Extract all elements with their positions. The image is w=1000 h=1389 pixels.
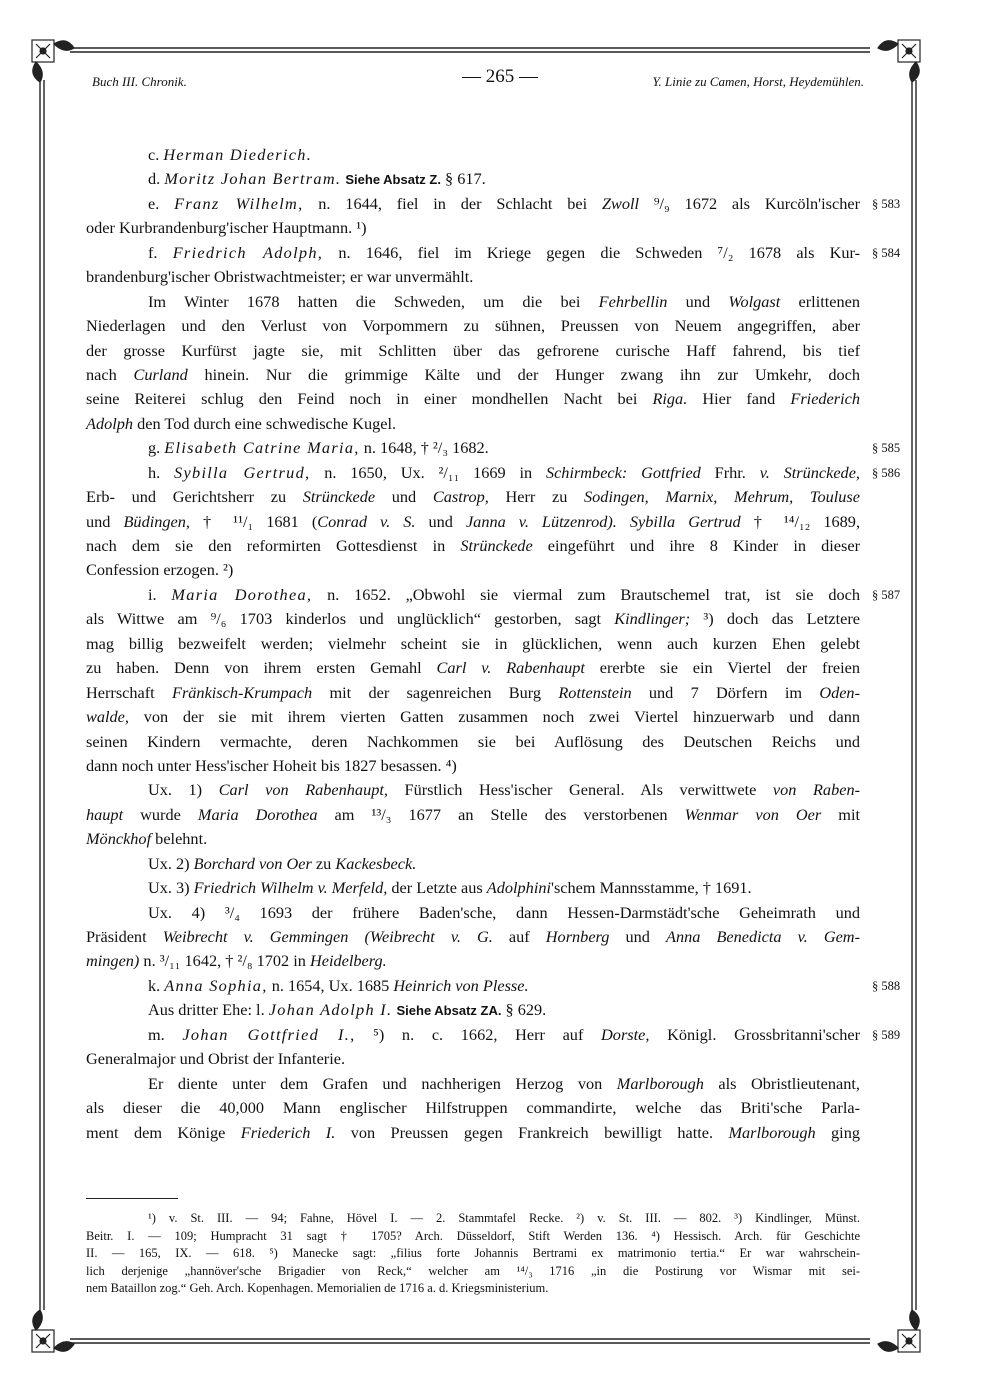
italic-text: Heidelberg. — [309, 951, 387, 971]
italic-text: Schirmbeck: Gottfried — [545, 462, 701, 482]
text-run: Er diente unter dem Grafen und nachherigen Herzog von — [148, 1073, 617, 1093]
text-line — [86, 681, 860, 705]
footnote-line — [86, 1210, 860, 1228]
text-run: eingeführt und ihre 8 Kinder in dieser — [532, 536, 860, 555]
text-run: Ux. 4) ³/₄ 1693 der frühere Baden'sche, dann Hessen-Darmstädt'sche Geheimrath und — [148, 902, 860, 922]
text-run: zu haben. Denn von ihrem ersten Gemahl — [86, 658, 437, 678]
text-run: Königl. Grossbritanni'scher — [649, 1024, 860, 1044]
italic-text: Heinrich von Plesse. — [393, 975, 529, 995]
italic-text: Adolph — [86, 413, 134, 433]
text-line — [86, 583, 901, 607]
italic-text: Carl v. Rabenhaupt — [436, 658, 585, 678]
main-text — [86, 143, 901, 1145]
text-run: e. — [148, 193, 175, 213]
text-line — [86, 1121, 860, 1145]
person-name: Moritz Johan Bertram. — [164, 169, 342, 189]
italic-text: Weibrecht v. Gemmingen (Weibrecht v. G. — [162, 927, 493, 946]
text-run: Präsident — [86, 927, 163, 946]
text-run: Fürstlich Hess'ischer General. Als verwittwete — [387, 780, 773, 800]
text-run: lich derjenige „hannöver'sche Brigadier von Reck,“ welcher am ¹⁴/₃ 1716 „in die Postirung vor Wismar mit sei- — [86, 1263, 860, 1278]
text-run: Ux. 3) — [148, 878, 194, 898]
italic-text: Friederich I. — [240, 1122, 336, 1142]
text-run: m. — [148, 1024, 183, 1044]
text-line — [86, 901, 860, 925]
italic-text: Marlborough — [616, 1073, 704, 1093]
text-run: § 617. — [440, 169, 486, 189]
italic-text: Mönckhof — [86, 829, 152, 849]
text-line — [86, 265, 860, 289]
section-number: § 588 — [872, 978, 901, 993]
text-run: ⁹/₉ 1672 als Kurcöln'ischer — [639, 193, 860, 213]
italic-text: Dorste, — [601, 1024, 650, 1044]
section-number: § 586 — [872, 465, 901, 480]
text-line — [86, 1047, 860, 1071]
text-run: mit der sagenreichen Burg — [312, 682, 559, 702]
text-line — [86, 730, 860, 754]
text-line — [86, 998, 860, 1022]
italic-text: Riga. — [652, 389, 688, 409]
text-run: brandenburg'ischer Obristwachtmeister; er war unvermählt. — [86, 267, 474, 287]
text-run: mit — [821, 804, 861, 824]
text-run: zu — [311, 853, 336, 873]
text-run: n. 1646, fiel im Kriege gegen die Schweden ⁷/₂ 1678 als Kur- — [323, 242, 860, 262]
footnote-line — [86, 1228, 860, 1246]
text-run: der Letzte aus — [387, 878, 487, 898]
text-run: n. 1648, † ²/₃ 1682. — [359, 438, 489, 458]
text-run: c. — [148, 145, 164, 164]
person-name: Johan Gottfried I., — [182, 1024, 356, 1044]
text-run: Beitr. I. — 109; Humpracht 31 sagt † 1705? Arch. Düsseldorf, Stift Werden 136. ⁴) Hessisch. Arch. für Geschichte — [86, 1228, 860, 1243]
person-name: Friedrich Adolph, — [172, 242, 324, 262]
text-run: als Wittwe am ⁹/₆ 1703 kinderlos und unglücklich“ gestorben, sagt — [86, 609, 615, 629]
footnote-line — [86, 1280, 860, 1298]
section-number: § 585 — [872, 441, 901, 456]
text-run: n. ³/₁₁ 1642, † ²/₈ 1702 in — [139, 951, 310, 971]
text-run: Erb- und Gerichtsherr zu — [86, 487, 303, 507]
italic-text: Wolgast — [728, 291, 781, 311]
text-line — [86, 1072, 860, 1096]
text-line — [86, 705, 860, 729]
text-run: † ¹⁴/₁₂ 1689, — [740, 511, 861, 531]
text-run: n. 1654, Ux. 1685 — [267, 975, 394, 995]
text-run: und — [667, 291, 729, 311]
text-run: Niederlagen und den Verlust von Vorpommern zu sühnen, Preussen von Neuem angegriffen, aber — [86, 316, 860, 336]
text-run: und — [415, 511, 466, 531]
italic-text: Kackesbeck. — [335, 853, 417, 873]
text-line — [86, 656, 860, 680]
text-line — [86, 167, 860, 191]
italic-text: Friedrich Wilhelm v. Merfeld, — [193, 878, 388, 898]
text-line — [86, 339, 860, 363]
italic-text: Marlborough — [728, 1122, 816, 1142]
italic-text: Rottenstein — [558, 682, 632, 702]
text-line — [86, 827, 860, 851]
person-name: Herman Diederich. — [163, 145, 313, 164]
text-run: ¹) v. St. III. — 94; Fahne, Hövel I. — 2. Stammtafel Recke. ²) v. St. III. — 802. ³) Kindlinger, Münst. — [148, 1211, 860, 1225]
text-run: der grosse Kurfürst jagte sie, mit Schlitten über das gefrorene curische Haff fahrend, bis tief — [86, 340, 860, 360]
text-line — [86, 192, 901, 216]
section-number: § 587 — [872, 587, 901, 602]
running-header-left: Buch III. Chronik. — [92, 74, 187, 89]
text-run: ging — [815, 1122, 860, 1142]
text-run: wurde — [123, 804, 198, 824]
text-line — [86, 363, 860, 387]
text-run: nem Bataillon zog.“ Geh. Arch. Kopenhagen. Memorialien de 1716 a. d. Kriegsministerium. — [86, 1281, 549, 1295]
text-run: oder Kurbrandenburg'ischer Hauptmann. ¹) — [86, 218, 367, 238]
italic-text: Carl von Rabenhaupt, — [218, 780, 388, 800]
italic-text: Maria Dorothea — [197, 804, 318, 824]
person-name: Sybilla Gertrud, — [174, 462, 311, 482]
text-line — [86, 778, 860, 802]
text-run: nach dem sie den reformirten Gottesdienst in — [86, 536, 461, 555]
person-name: Maria Dorothea, — [171, 584, 313, 604]
italic-text: Hornberg — [545, 927, 610, 946]
text-run: belehnt. — [151, 829, 208, 849]
running-header-right: Y. Linie zu Camen, Horst, Heydemühlen. — [652, 74, 864, 89]
text-run: seine Reiterei schlug den Feind noch in einer mondhellen Nacht bei — [86, 389, 653, 409]
text-run: f. — [148, 242, 173, 262]
text-line — [86, 314, 860, 338]
text-line — [86, 461, 901, 485]
italic-text: Oden- — [819, 682, 860, 702]
person-name: Anna Sophia, — [164, 975, 268, 995]
text-run: ⁵) n. c. 1662, Herr auf — [355, 1024, 602, 1044]
italic-text: Fränkisch-Krumpach — [172, 682, 313, 702]
text-line — [86, 412, 860, 436]
text-run: Generalmajor und Obrist der Infanterie. — [86, 1049, 346, 1069]
footnote-line — [86, 1263, 860, 1281]
person-name: Johan Adolph I. — [268, 1000, 393, 1020]
text-run: Ux. 2) — [148, 853, 194, 873]
italic-text: Curland — [133, 364, 188, 384]
text-run: Confession erzogen. ²) — [86, 560, 234, 580]
text-run: von der sie mit ihrem vierten Gatten zusammen noch zwei Viertel hinzuerwarb und dann — [128, 707, 860, 727]
text-line — [86, 143, 860, 167]
text-run: n. 1652. „Obwohl sie viermal zum Brautschemel trat, ist sie doch — [312, 584, 860, 604]
section-number: § 584 — [872, 245, 901, 260]
text-run: i. — [148, 584, 172, 604]
text-run: g. — [148, 438, 165, 458]
italic-text: v. Strünckede, — [759, 462, 860, 482]
text-run: am ¹³/₃ 1677 an Stelle des verstorbenen — [317, 804, 685, 824]
person-name: Elisabeth Catrine Maria, — [164, 438, 360, 458]
text-run: mag billig bezweifelt werden; vielmehr scheint sie in glücklichen, wenn auch kurzen Ehen gelebt — [86, 633, 860, 653]
text-run: dann noch unter Hess'ischer Hoheit bis 1827 besassen. ⁴) — [86, 755, 457, 775]
italic-text: Anna Benedicta v. Gem- — [666, 927, 860, 946]
person-name: Franz Wilhelm, — [174, 193, 304, 213]
text-run: als dieser die 40,000 Mann englischer Hilfstruppen commandirte, welche das Briti'sche Parla- — [86, 1098, 860, 1118]
italic-text: mingen) — [86, 951, 140, 971]
section-number: § 589 — [872, 1027, 901, 1042]
text-line — [86, 949, 860, 973]
text-run: Frhr. — [700, 462, 760, 482]
text-line — [86, 290, 860, 314]
cross-reference: Siehe Absatz ZA. — [396, 1003, 502, 1019]
text-run: n. 1644, fiel in der Schlacht bei — [303, 193, 602, 213]
text-run: Herrschaft — [86, 682, 172, 702]
italic-text: Strünckede — [460, 536, 533, 555]
cross-reference: Siehe Absatz Z. — [345, 172, 441, 188]
text-run: und — [609, 927, 667, 946]
text-line — [86, 534, 860, 558]
text-run: † ¹¹/₁ 1681 ( — [189, 511, 318, 531]
text-run: h. — [148, 462, 175, 482]
italic-text: Friederich — [790, 389, 861, 409]
text-line — [86, 387, 860, 411]
italic-text: Janna v. Lützenrod). Sybilla Gertrud — [465, 511, 741, 531]
text-line — [86, 485, 860, 509]
text-run: von Preussen gegen Frankreich bewilligt hatte. — [335, 1122, 729, 1142]
text-run: Im Winter 1678 hatten die Schweden, um die bei — [148, 291, 599, 311]
text-line — [86, 436, 901, 460]
text-line — [86, 558, 860, 582]
text-line — [86, 852, 860, 876]
text-run: n. 1650, Ux. ²/₁₁ 1669 in — [310, 462, 546, 482]
page-number: — 265 — — [462, 66, 538, 87]
text-line — [86, 632, 860, 656]
text-run: ment dem Könige — [86, 1122, 241, 1142]
text-run: seinen Kindern vermachte, deren Nachkommen sie bei Auflösung des Deutschen Reichs und — [86, 731, 860, 751]
italic-text: Sodingen, Marnix, Mehrum, Touluse — [584, 487, 860, 507]
text-run: als Obristlieutenant, — [703, 1073, 860, 1093]
text-run: nach — [86, 364, 134, 384]
footnotes — [86, 1210, 860, 1298]
italic-text: Castrop, — [432, 487, 489, 507]
italic-text: haupt — [86, 804, 124, 824]
text-line — [86, 803, 860, 827]
italic-text: Kindlinger; — [614, 609, 691, 629]
text-run: Herr zu — [488, 487, 585, 507]
text-run: erlittenen — [780, 291, 861, 311]
italic-text: von Raben- — [772, 780, 861, 800]
italic-text: Büdingen, — [123, 511, 190, 531]
italic-text: Wenmar von Oer — [684, 804, 822, 824]
text-run: den Tod durch eine schwedische Kugel. — [133, 413, 397, 433]
italic-text: Fehrbellin — [598, 291, 668, 311]
text-run: Aus dritter Ehe: l. — [148, 1000, 269, 1020]
text-run: II. — 165, IX. — 618. ⁵) Manecke sagt: „filius forte Johannis Bertrami ex matrimonio tertia.“ Er war wahrschein- — [86, 1246, 860, 1260]
text-line — [86, 216, 860, 240]
footnote-line — [86, 1245, 860, 1263]
text-line — [86, 510, 860, 534]
text-run: d. — [148, 169, 165, 189]
section-number: § 583 — [872, 196, 901, 211]
text-run: ³) doch das Letztere — [690, 609, 861, 629]
italic-text: Zwoll — [601, 193, 640, 213]
footnote-rule — [86, 1198, 178, 1199]
text-run: ererbte sie ein Viertel der freien — [584, 658, 860, 678]
italic-text: Borchard von Oer — [193, 853, 312, 873]
text-line — [86, 925, 860, 949]
text-run: k. — [148, 975, 165, 995]
text-line — [86, 1023, 901, 1047]
text-line — [86, 607, 860, 631]
corner-ornament-bottom-right — [878, 1310, 920, 1352]
corner-ornament-bottom-left — [32, 1310, 74, 1352]
text-run: auf — [492, 927, 546, 946]
text-line — [86, 974, 901, 998]
text-run: und 7 Dörfern im — [631, 682, 820, 702]
text-run: Ux. 1) — [148, 780, 219, 800]
text-line — [86, 754, 860, 778]
italic-text: walde, — [86, 707, 129, 727]
text-run: Hier fand — [687, 389, 791, 409]
text-line — [86, 241, 901, 265]
text-run: und — [375, 487, 433, 507]
text-run: § 629. — [501, 1000, 547, 1020]
text-run: hinein. Nur die grimmige Kälte und der Hunger zwang ihn zur Umkehr, doch — [187, 364, 860, 384]
text-run: 'schem Mannsstamme, † 1691. — [551, 878, 752, 898]
italic-text: Adolphini — [486, 878, 552, 898]
italic-text: Strünckede — [302, 487, 376, 507]
text-line — [86, 876, 860, 900]
text-line — [86, 1096, 860, 1120]
italic-text: Conrad v. S. — [317, 511, 416, 531]
text-run: und — [86, 511, 124, 531]
